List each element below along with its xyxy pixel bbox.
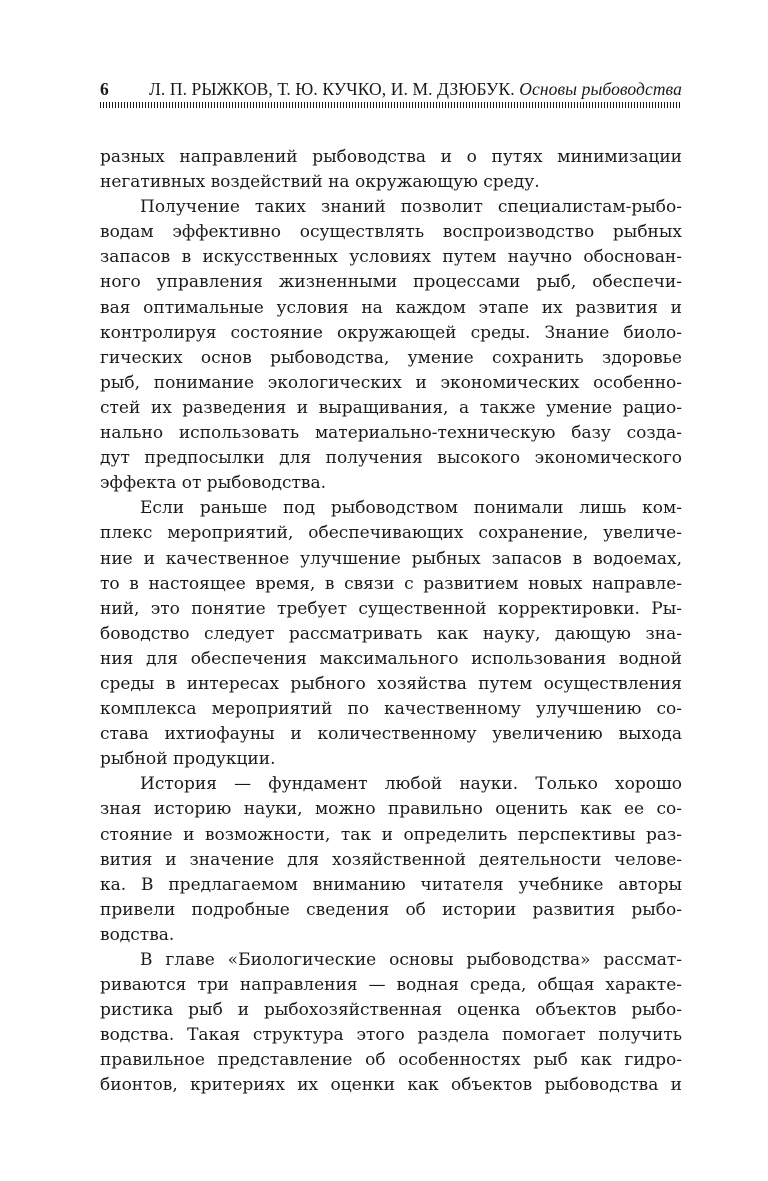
page-number: 6 <box>100 79 109 99</box>
text-line: зная историю науки, можно правильно оценить как ее со- <box>100 799 682 820</box>
paragraph <box>100 496 682 772</box>
text-line: ка. В предлагаемом вниманию читателя учебнике авторы <box>100 874 682 895</box>
text-line: среды в интересах рыбного хозяйства путем осуществления <box>100 673 682 694</box>
text-line: ного управления жизненными процессами рыб, обеспечи- <box>100 272 682 293</box>
text-line: разных направлений рыбоводства и о путях минимизации <box>100 147 682 167</box>
text-line: запасов в искусственных условиях путем научно обоснован- <box>100 247 682 268</box>
paragraph <box>100 948 682 1099</box>
text-line: стей их разведения и выращивания, а также умение рацио- <box>100 397 682 418</box>
text-line: водам эффективно осуществлять воспроизводство рыбных <box>100 222 682 243</box>
text-line: ние и качественное улучшение рыбных запасов в водоемах, <box>100 548 682 569</box>
text-line: то в настоящее время, в связи с развитием новых направле- <box>100 573 682 594</box>
text-line: Если раньше под рыбоводством понимали лишь ком- <box>140 498 682 519</box>
text-line: История — фундамент любой науки. Только хорошо <box>140 774 682 795</box>
text-line: стояние и возможности, так и определить перспективы раз- <box>100 824 682 845</box>
text-line: става ихтиофауны и количественному увеличению выхода <box>100 724 682 745</box>
text-line: нально использовать материально-техническую базу созда- <box>100 423 682 444</box>
text-line: комплекса мероприятий по качественному улучшению со- <box>100 699 682 720</box>
text-line: привели подробные сведения об истории развития рыбо- <box>100 899 682 920</box>
text-line: вития и значение для хозяйственной деятельности челове- <box>100 849 682 870</box>
text-line: контролируя состояние окружающей среды. Знание биоло- <box>100 322 682 343</box>
text-line: ристика рыб и рыбохозяйственная оценка объектов рыбо- <box>100 1000 682 1021</box>
text-line: вая оптимальные условия на каждом этапе их развития и <box>100 297 682 318</box>
text-line: боводство следует рассматривать как науку, дающую зна- <box>100 623 682 644</box>
text-line: риваются три направления — водная среда, общая характе- <box>100 975 682 996</box>
text-line: правильное представление об особенностях рыб как гидро- <box>100 1050 682 1071</box>
text-line: гических основ рыбоводства, умение сохранить здоровье <box>100 347 682 368</box>
text-line: бионтов, критериях их оценки как объектов рыбоводства и <box>100 1075 682 1096</box>
running-head-title <box>149 78 682 100</box>
text-line: В главе «Биологические основы рыбоводства» рассмат- <box>140 950 682 970</box>
text-line: эффекта от рыбоводства. <box>100 473 326 494</box>
running-head <box>100 78 682 100</box>
text-line: водства. Такая структура этого раздела помогает получить <box>100 1025 682 1046</box>
header-rule <box>100 102 682 108</box>
text-line: дут предпосылки для получения высокого экономического <box>100 448 682 469</box>
text-line: рыб, понимание экологических и экономических особенно- <box>100 372 682 393</box>
text-line: плекс мероприятий, обеспечивающих сохранение, увеличе- <box>100 523 682 544</box>
text-line: Получение таких знаний позволит специалистам-рыбо- <box>140 197 682 218</box>
text-line: ния для обеспечения максимального использования водной <box>100 648 682 669</box>
paragraph <box>100 145 682 195</box>
text-line: ний, это понятие требует существенной корректировки. Ры- <box>100 598 682 619</box>
authors-text: Л. П. РЫЖКОВ, Т. Ю. КУЧКО, И. М. ДЗЮБУК. <box>148 79 515 99</box>
paragraph <box>100 772 682 948</box>
book-title: Основы рыбоводства <box>519 79 682 99</box>
body-text <box>100 145 682 1099</box>
paragraph <box>100 195 682 496</box>
text-line: рыбной продукции. <box>100 749 276 770</box>
text-line: негативных воздействий на окружающую среду. <box>100 172 540 193</box>
text-line: водства. <box>100 924 175 945</box>
